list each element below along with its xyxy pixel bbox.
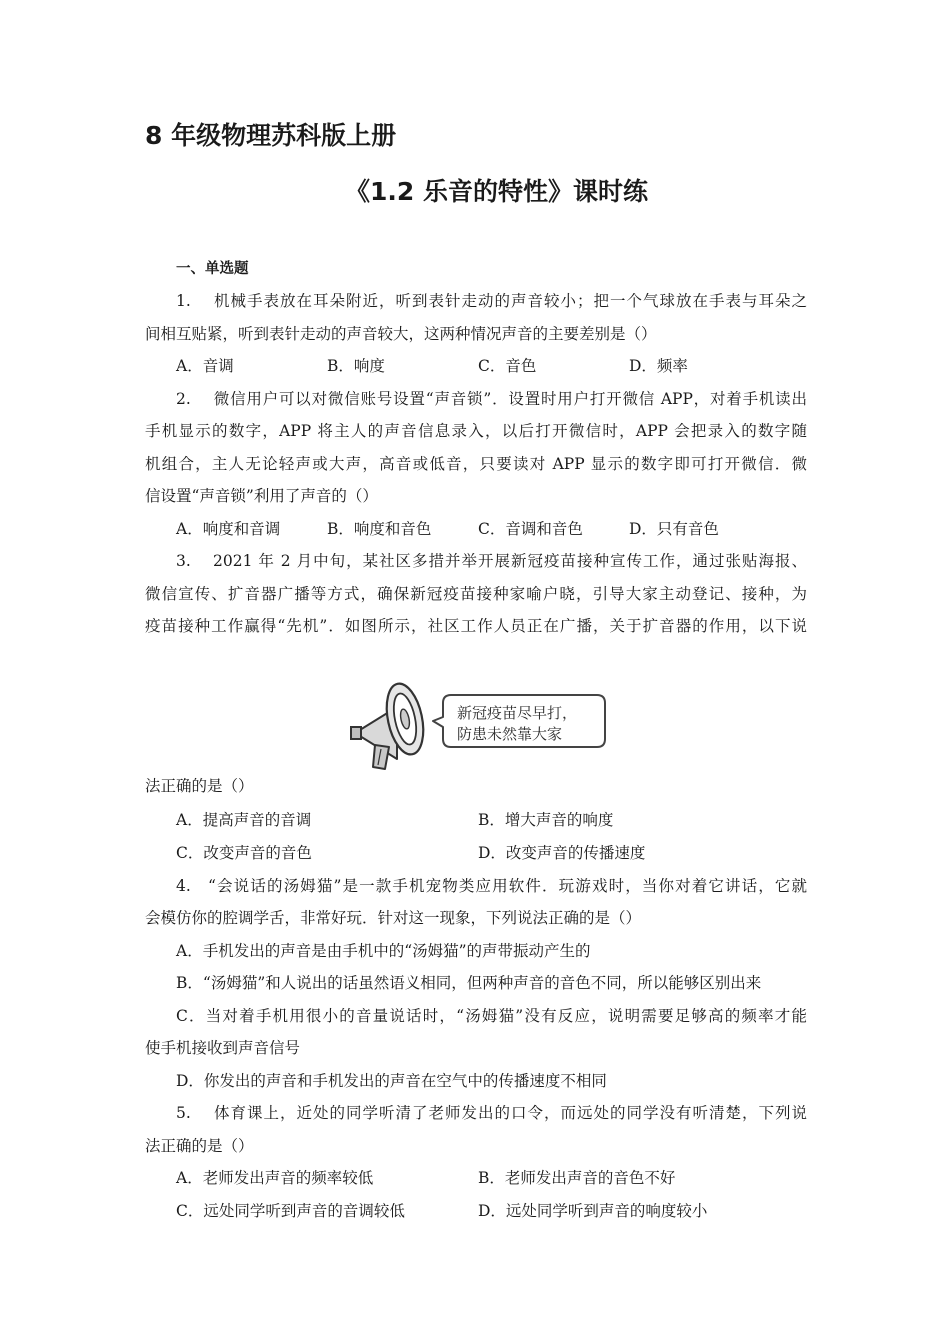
question-4-option-c-line-1[interactable]: C．当对着手机用很小的音量说话时，“汤姆猫”没有反应，说明需要足够高的频率才能 [176, 1007, 807, 1025]
question-4-option-d[interactable]: D．你发出的声音和手机发出的声音在空气中的传播速度不相同 [176, 1072, 607, 1090]
megaphone-icon [351, 680, 429, 769]
question-2-text: 微信用户可以对微信账号设置“声音锁”．设置时用户打开微信 APP，对着手机读出 [213, 390, 807, 408]
question-4-option-a[interactable]: A．手机发出的声音是由手机中的“汤姆猫”的声带振动产生的 [176, 942, 591, 960]
section-heading: 一、单选题 [176, 261, 249, 277]
question-2-line-1 [176, 389, 807, 409]
document-title: 8 年级物理苏科版上册 [145, 121, 397, 150]
question-1-text: 机械手表放在耳朵附近，听到表针走动的声音较小；把一个气球放在手表与耳朵之 [213, 292, 807, 310]
question-5-option-a[interactable]: A．老师发出声音的频率较低 [176, 1169, 374, 1187]
question-3-line-2: 微信宣传、扩音器广播等方式，确保新冠疫苗接种家喻户晓，引导大家主动登记、接种，为 [145, 585, 807, 603]
question-5-number: 5. [176, 1104, 191, 1122]
question-2-line-2: 手机显示的数字，APP 将主人的声音信息录入，以后打开微信时，APP 会把录入的数字随 [145, 422, 807, 440]
question-1-line-2: 间相互贴紧，听到表针走动的声音较大，这两种情况声音的主要差别是（） [145, 325, 657, 343]
bubble-text-line-2: 防患未然靠大家 [457, 725, 563, 743]
question-4-line-2: 会模仿你的腔调学舌，非常好玩．针对这一现象，下列说法正确的是（） [145, 909, 642, 927]
question-2-line-4: 信设置“声音锁”利用了声音的（） [145, 487, 378, 505]
question-1-option-b[interactable]: B．响度 [327, 357, 385, 375]
question-5-line-2: 法正确的是（） [145, 1137, 254, 1155]
question-4-option-b[interactable]: B．“汤姆猫”和人说出的话虽然语义相同，但两种声音的音色不同，所以能够区别出来 [176, 974, 762, 992]
question-2-line-3: 机组合，主人无论轻声或大声，高音或低音，只要读对 APP 显示的数字即可打开微信．微 [145, 455, 807, 473]
megaphone-illustration [345, 677, 607, 777]
question-3-option-a[interactable]: A．提高声音的音调 [176, 811, 312, 829]
question-3-line-4: 法正确的是（） [145, 777, 254, 795]
question-1-option-c[interactable]: C．音色 [478, 357, 537, 375]
question-3-number: 3. [176, 552, 191, 570]
lesson-title: 《1.2 乐音的特性》课时练 [345, 177, 648, 206]
question-2-option-b[interactable]: B．响度和音色 [327, 520, 432, 538]
question-3-line-1 [176, 551, 807, 571]
bubble-text-line-1: 新冠疫苗尽早打， [457, 704, 578, 722]
question-4-number: 4. [176, 877, 191, 895]
question-4-text: “会说话的汤姆猫”是一款手机宠物类应用软件．玩游戏时，当你对着它讲话，它就 [208, 877, 807, 895]
speech-bubble [433, 695, 605, 747]
question-4-line-1 [176, 876, 807, 896]
question-1-number: 1. [176, 292, 191, 310]
question-4-option-c-line-2: 使手机接收到声音信号 [145, 1039, 301, 1057]
question-5-option-d[interactable]: D．远处同学听到声音的响度较小 [478, 1202, 708, 1220]
question-1-option-d[interactable]: D．频率 [629, 357, 688, 375]
question-3-text: 2021 年 2 月中旬，某社区多措并举开展新冠疫苗接种宣传工作，通过张贴海报、 [213, 552, 807, 570]
question-2-number: 2. [176, 390, 191, 408]
question-1-option-a[interactable]: A．音调 [176, 357, 234, 375]
question-3-option-b[interactable]: B．增大声音的响度 [478, 811, 614, 829]
question-2-option-c[interactable]: C．音调和音色 [478, 520, 583, 538]
question-2-option-a[interactable]: A．响度和音调 [176, 520, 281, 538]
question-5-line-1 [176, 1103, 807, 1123]
question-2-option-d[interactable]: D．只有音色 [629, 520, 719, 538]
question-5-option-b[interactable]: B．老师发出声音的音色不好 [478, 1169, 676, 1187]
question-1-line-1 [176, 291, 807, 311]
question-3-option-c[interactable]: C．改变声音的音色 [176, 844, 312, 862]
question-3-line-3: 疫苗接种工作赢得“先机”．如图所示，社区工作人员正在广播，关于扩音器的作用，以下说 [145, 617, 807, 635]
question-3-option-d[interactable]: D．改变声音的传播速度 [478, 844, 646, 862]
question-5-option-c[interactable]: C．远处同学听到声音的音调较低 [176, 1202, 405, 1220]
question-5-text: 体育课上，近处的同学听清了老师发出的口令，而远处的同学没有听清楚，下列说 [213, 1104, 807, 1122]
